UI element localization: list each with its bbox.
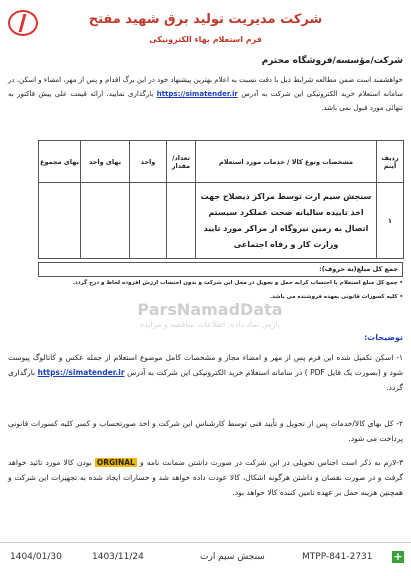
table-row <box>39 183 404 259</box>
explanation-1 <box>8 350 403 395</box>
table-header-row <box>39 141 404 183</box>
explanation-3-text-b: بودن کالا مورد تائید خواهد گرفت و در صورت نقصان و داشتن هرگونه اشکال، کالا عودت داده خواهد شد و خسارات ایجاد شده به تجهیزات این شرکت و همچنین هزینه حمل بر عهده تامین کننده کالا خواهد بود. <box>8 458 403 497</box>
expand-plus-icon[interactable]: + <box>393 550 403 563</box>
explanations-title: توضیحات: <box>363 333 403 342</box>
explanation-3 <box>8 455 403 500</box>
explanation-2: ۲- کل بهای کالا/خدمات پس از تحویل و تأیید فنی توسط کارشناس این شرکت و اخذ صورتحساب و کسر کلیه کسورات قانونی پرداخت می شود. <box>8 419 403 443</box>
cell-total[interactable] <box>39 183 81 259</box>
note-2-text: کلیه کسورات قانونی بعهده فروشنده می باشد. <box>269 294 398 300</box>
intro-paragraph <box>8 73 403 115</box>
tender-code: MTPP-841-2731 <box>302 552 373 562</box>
intro-text-2: بارگذاری نمایید، ارائه قیمت علی پیش فاکتور به تنهائی مورد قبول نمی باشد. <box>8 90 403 112</box>
tender-title: سنجش سیم ارت <box>200 552 265 562</box>
intro-text-1: خواهشمند است ضمن مطالعه شرایط ذیل با دقت نسبت به اعلام بهترین پیشنهاد خود در این برگ اقدام و پس از مهر، امضاء و اسکن، در سامانه استعلام خرید الکترونیکی این شرکت به آدرس <box>8 76 404 98</box>
note-2: • کلیه کسورات قانونی بعهده فروشنده می باشد. <box>269 294 403 300</box>
form-subtitle: فرم استعلام بهاء الکترونیکی <box>149 35 262 44</box>
header-quantity: تعداد/ مقدار <box>167 141 196 183</box>
cell-unit[interactable] <box>130 183 167 259</box>
addressee: شرکت/مؤسسه/فروشگاه محترم <box>261 56 403 66</box>
company-logo-icon <box>8 10 38 36</box>
note-1-text: جمع کل مبلغ استعلام با احتساب کرایه حمل و تحویل در محل این شرکت و بدون احتساب ارزش افزوده لحاظ و درج گردد. <box>72 280 398 286</box>
explanation-3-text-a: ۳-لازم به ذکر است اجناس تحویلی در این شرکت در صورت داشتن ضمانت نامه و <box>140 458 403 467</box>
total-amount-row <box>38 262 403 277</box>
watermark-brand: ParsNamadData <box>137 300 283 319</box>
cell-row-number: ۱ <box>377 183 404 259</box>
header-unit-price: بهای واحد <box>81 141 130 183</box>
intro-link[interactable]: https://simatender.ir <box>156 90 238 98</box>
note-1: • جمع کل مبلغ استعلام با احتساب کرایه حمل و تحویل در محل این شرکت و بدون احتساب ارزش افزوده لحاظ و درج گردد. <box>72 280 403 286</box>
items-table <box>38 140 404 259</box>
date-published: 1403/11/24 <box>92 552 144 562</box>
cell-quantity[interactable] <box>167 183 196 259</box>
total-amount-label: جمع کل مبلغ(به حروف): <box>319 265 398 273</box>
cell-unit-price[interactable] <box>81 183 130 259</box>
explanation-1-text-a: ۱- اسکن تکمیل شده این فرم پس از مهر و امضاء مجاز و مشخصات کامل موضوع استعلام از جمله عکس و کاتالوگ پیوست شود و (بصورت یک فایل PDF ) در سامانه استعلام خرید الکترونیکی این شرکت به آدرس <box>8 353 404 377</box>
cell-description: سنجش سیم ارت توسط مراکز ذیصلاح جهت اخذ تاییده سالیانه صحت عملکرد سیستم اتصال به زمین نیروگاه از مراکز مورد تایید وزارت کار و رفاه اجتماعی <box>196 183 377 259</box>
header-unit: واحد <box>130 141 167 183</box>
original-highlight: ORGINAL <box>96 458 135 467</box>
header-row-number: ردیف آیتم <box>377 141 404 183</box>
header-description: مشخصات ونوع کالا / خدمات مورد استعلام <box>196 141 377 183</box>
explanation-1-link[interactable]: https://simatender.ir <box>37 368 125 377</box>
watermark-tagline: پارس نماد داده: اطلاعات مناقصه و مزایده <box>139 320 281 329</box>
header-total: بهای مجموع <box>39 141 81 183</box>
company-title: شرکت مدیریت تولید برق شهید مفتح <box>88 12 323 27</box>
date-deadline: 1404/01/30 <box>10 552 62 562</box>
bottom-info-bar <box>0 542 411 573</box>
explanation-1-text-b: بارگذاری گردد. <box>8 368 403 392</box>
